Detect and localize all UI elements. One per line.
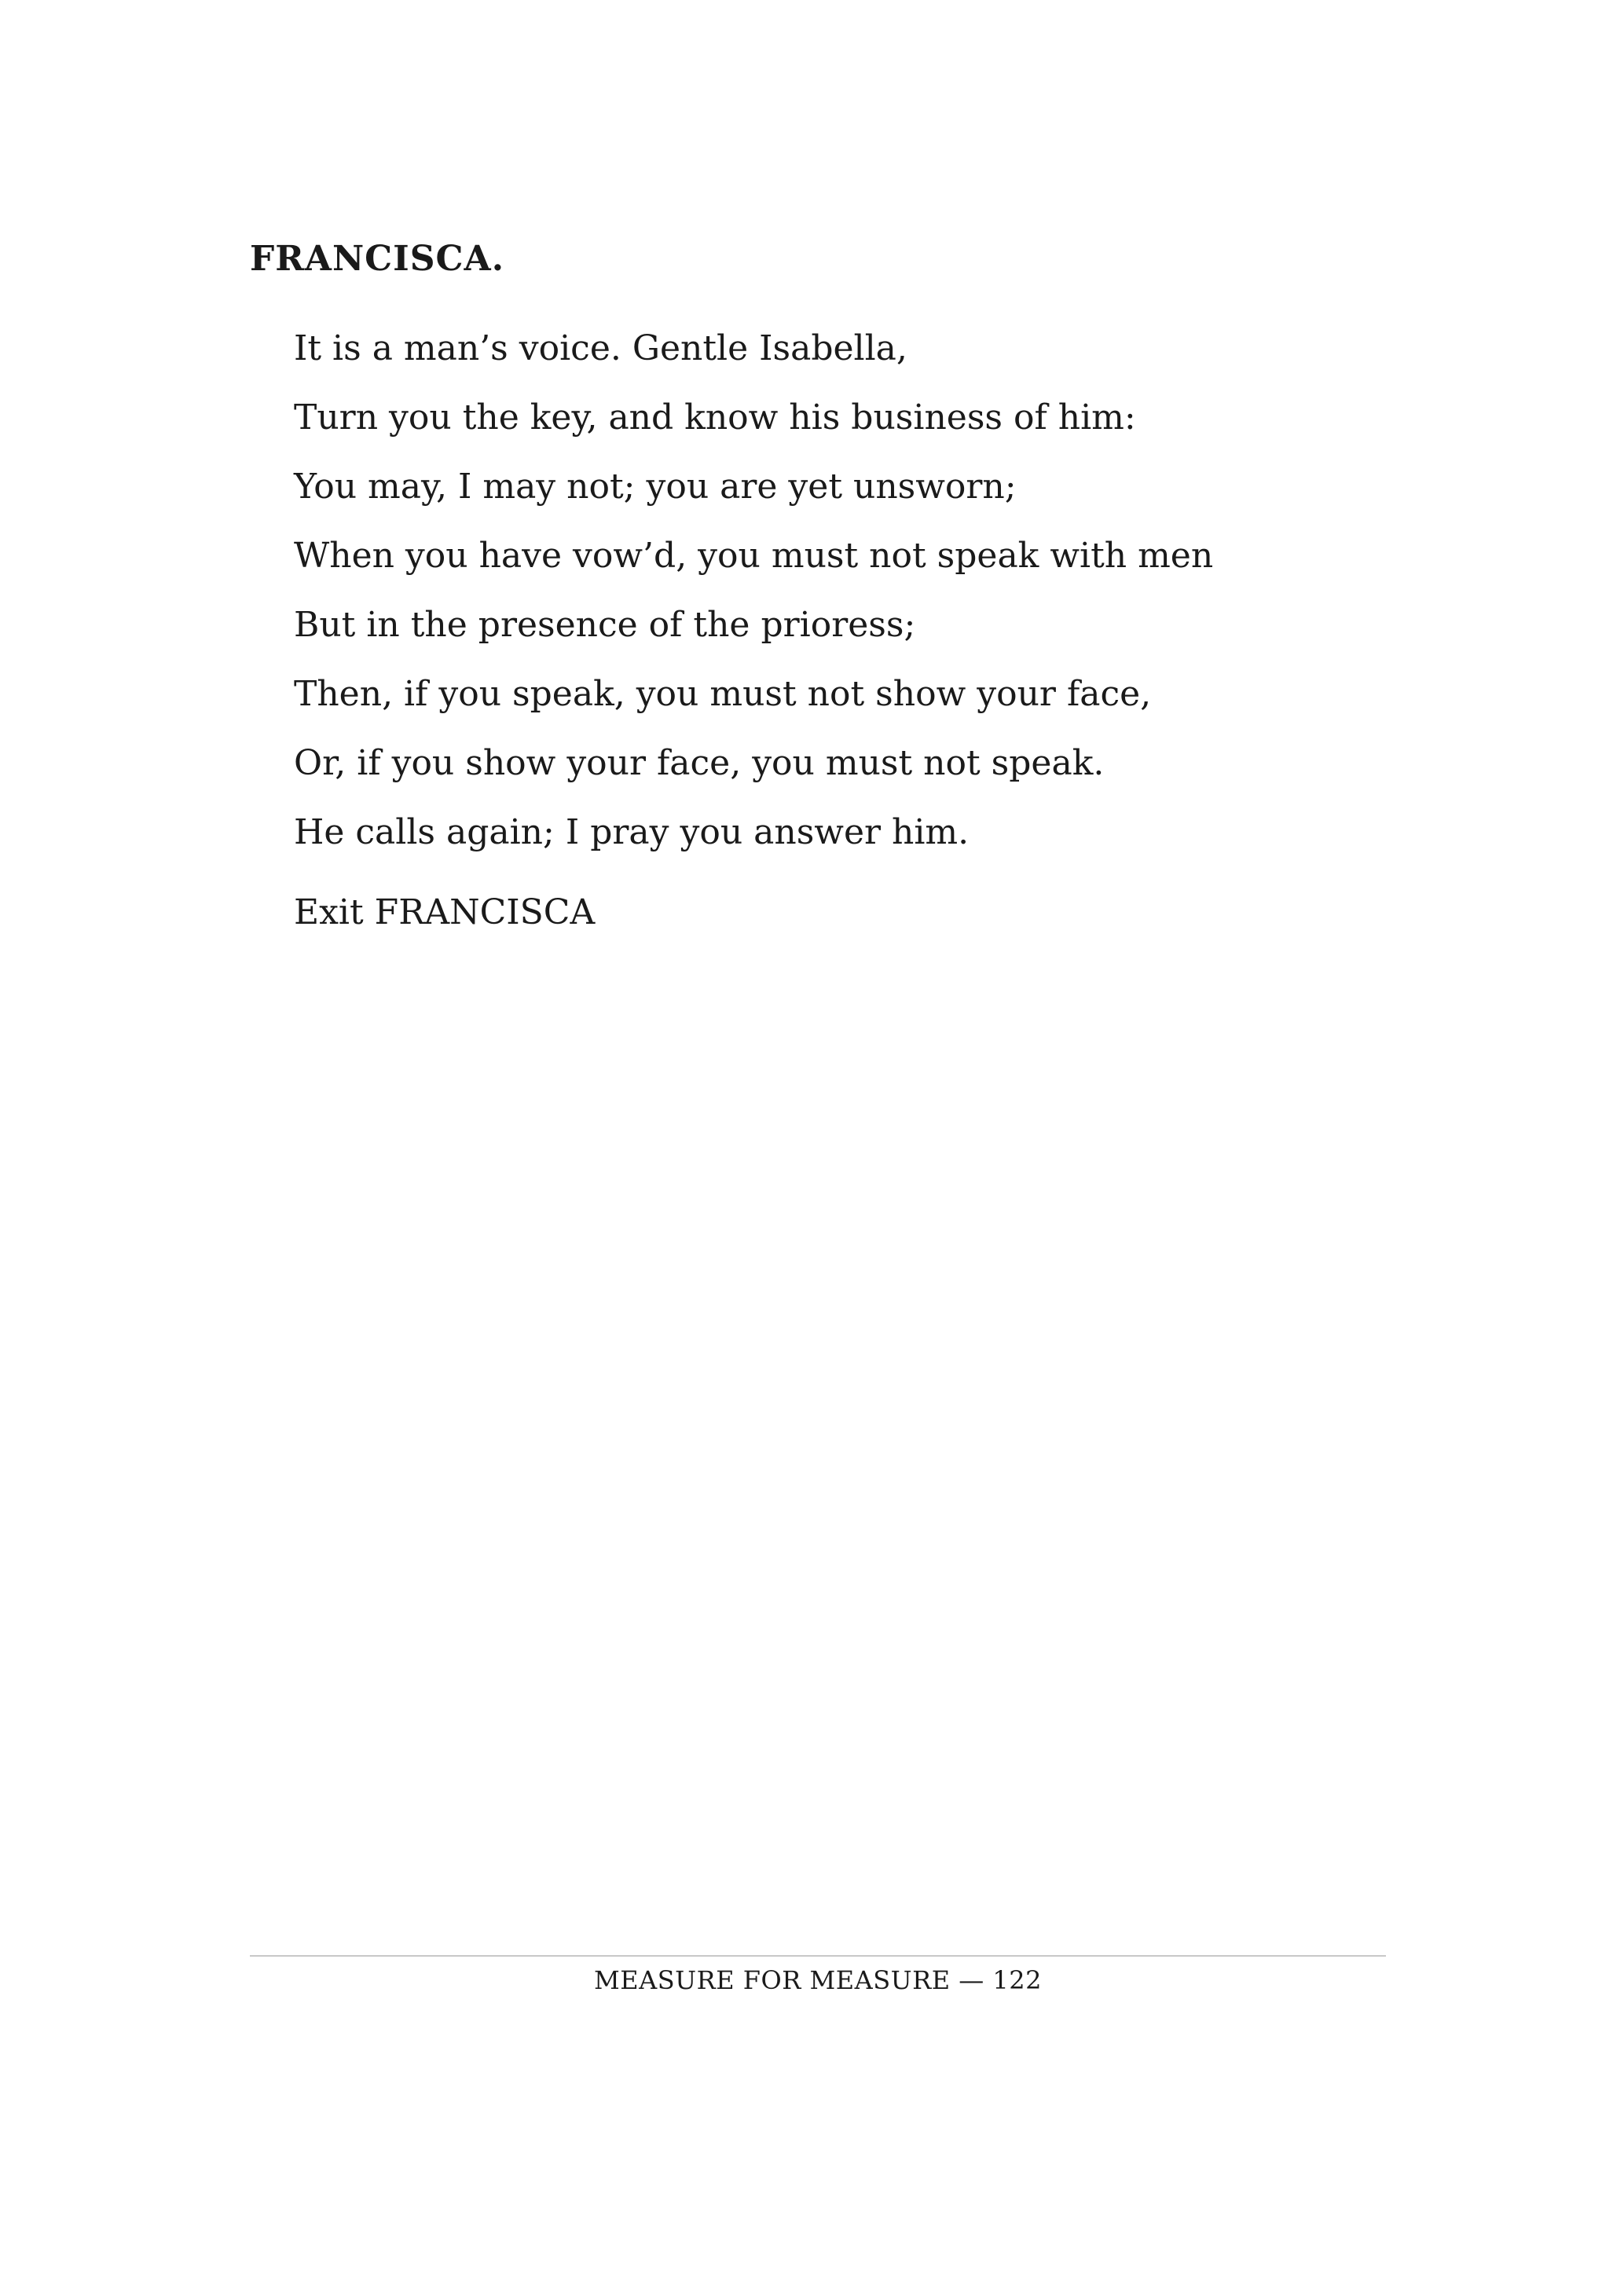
stage-direction: Exit FRANCISCA bbox=[294, 892, 596, 932]
verse-line: But in the presence of the prioress; bbox=[294, 605, 916, 645]
speaker-name: FRANCISCA. bbox=[250, 239, 505, 279]
footer-divider bbox=[250, 1955, 1386, 1957]
verse-line: When you have vow’d, you must not speak with men bbox=[294, 536, 1214, 576]
verse-line: Turn you the key, and know his business of him: bbox=[294, 397, 1136, 438]
verse-line: You may, I may not; you are yet unsworn; bbox=[294, 467, 1017, 507]
verse-line: Then, if you speak, you must not show your face, bbox=[294, 674, 1152, 714]
verse-block bbox=[294, 314, 1213, 867]
verse-line: It is a man’s voice. Gentle Isabella, bbox=[294, 328, 907, 368]
verse-line: He calls again; I pray you answer him. bbox=[294, 812, 970, 852]
running-footer: MEASURE FOR MEASURE — 122 bbox=[594, 1965, 1042, 1995]
verse-line: Or, if you show your face, you must not speak. bbox=[294, 743, 1105, 783]
